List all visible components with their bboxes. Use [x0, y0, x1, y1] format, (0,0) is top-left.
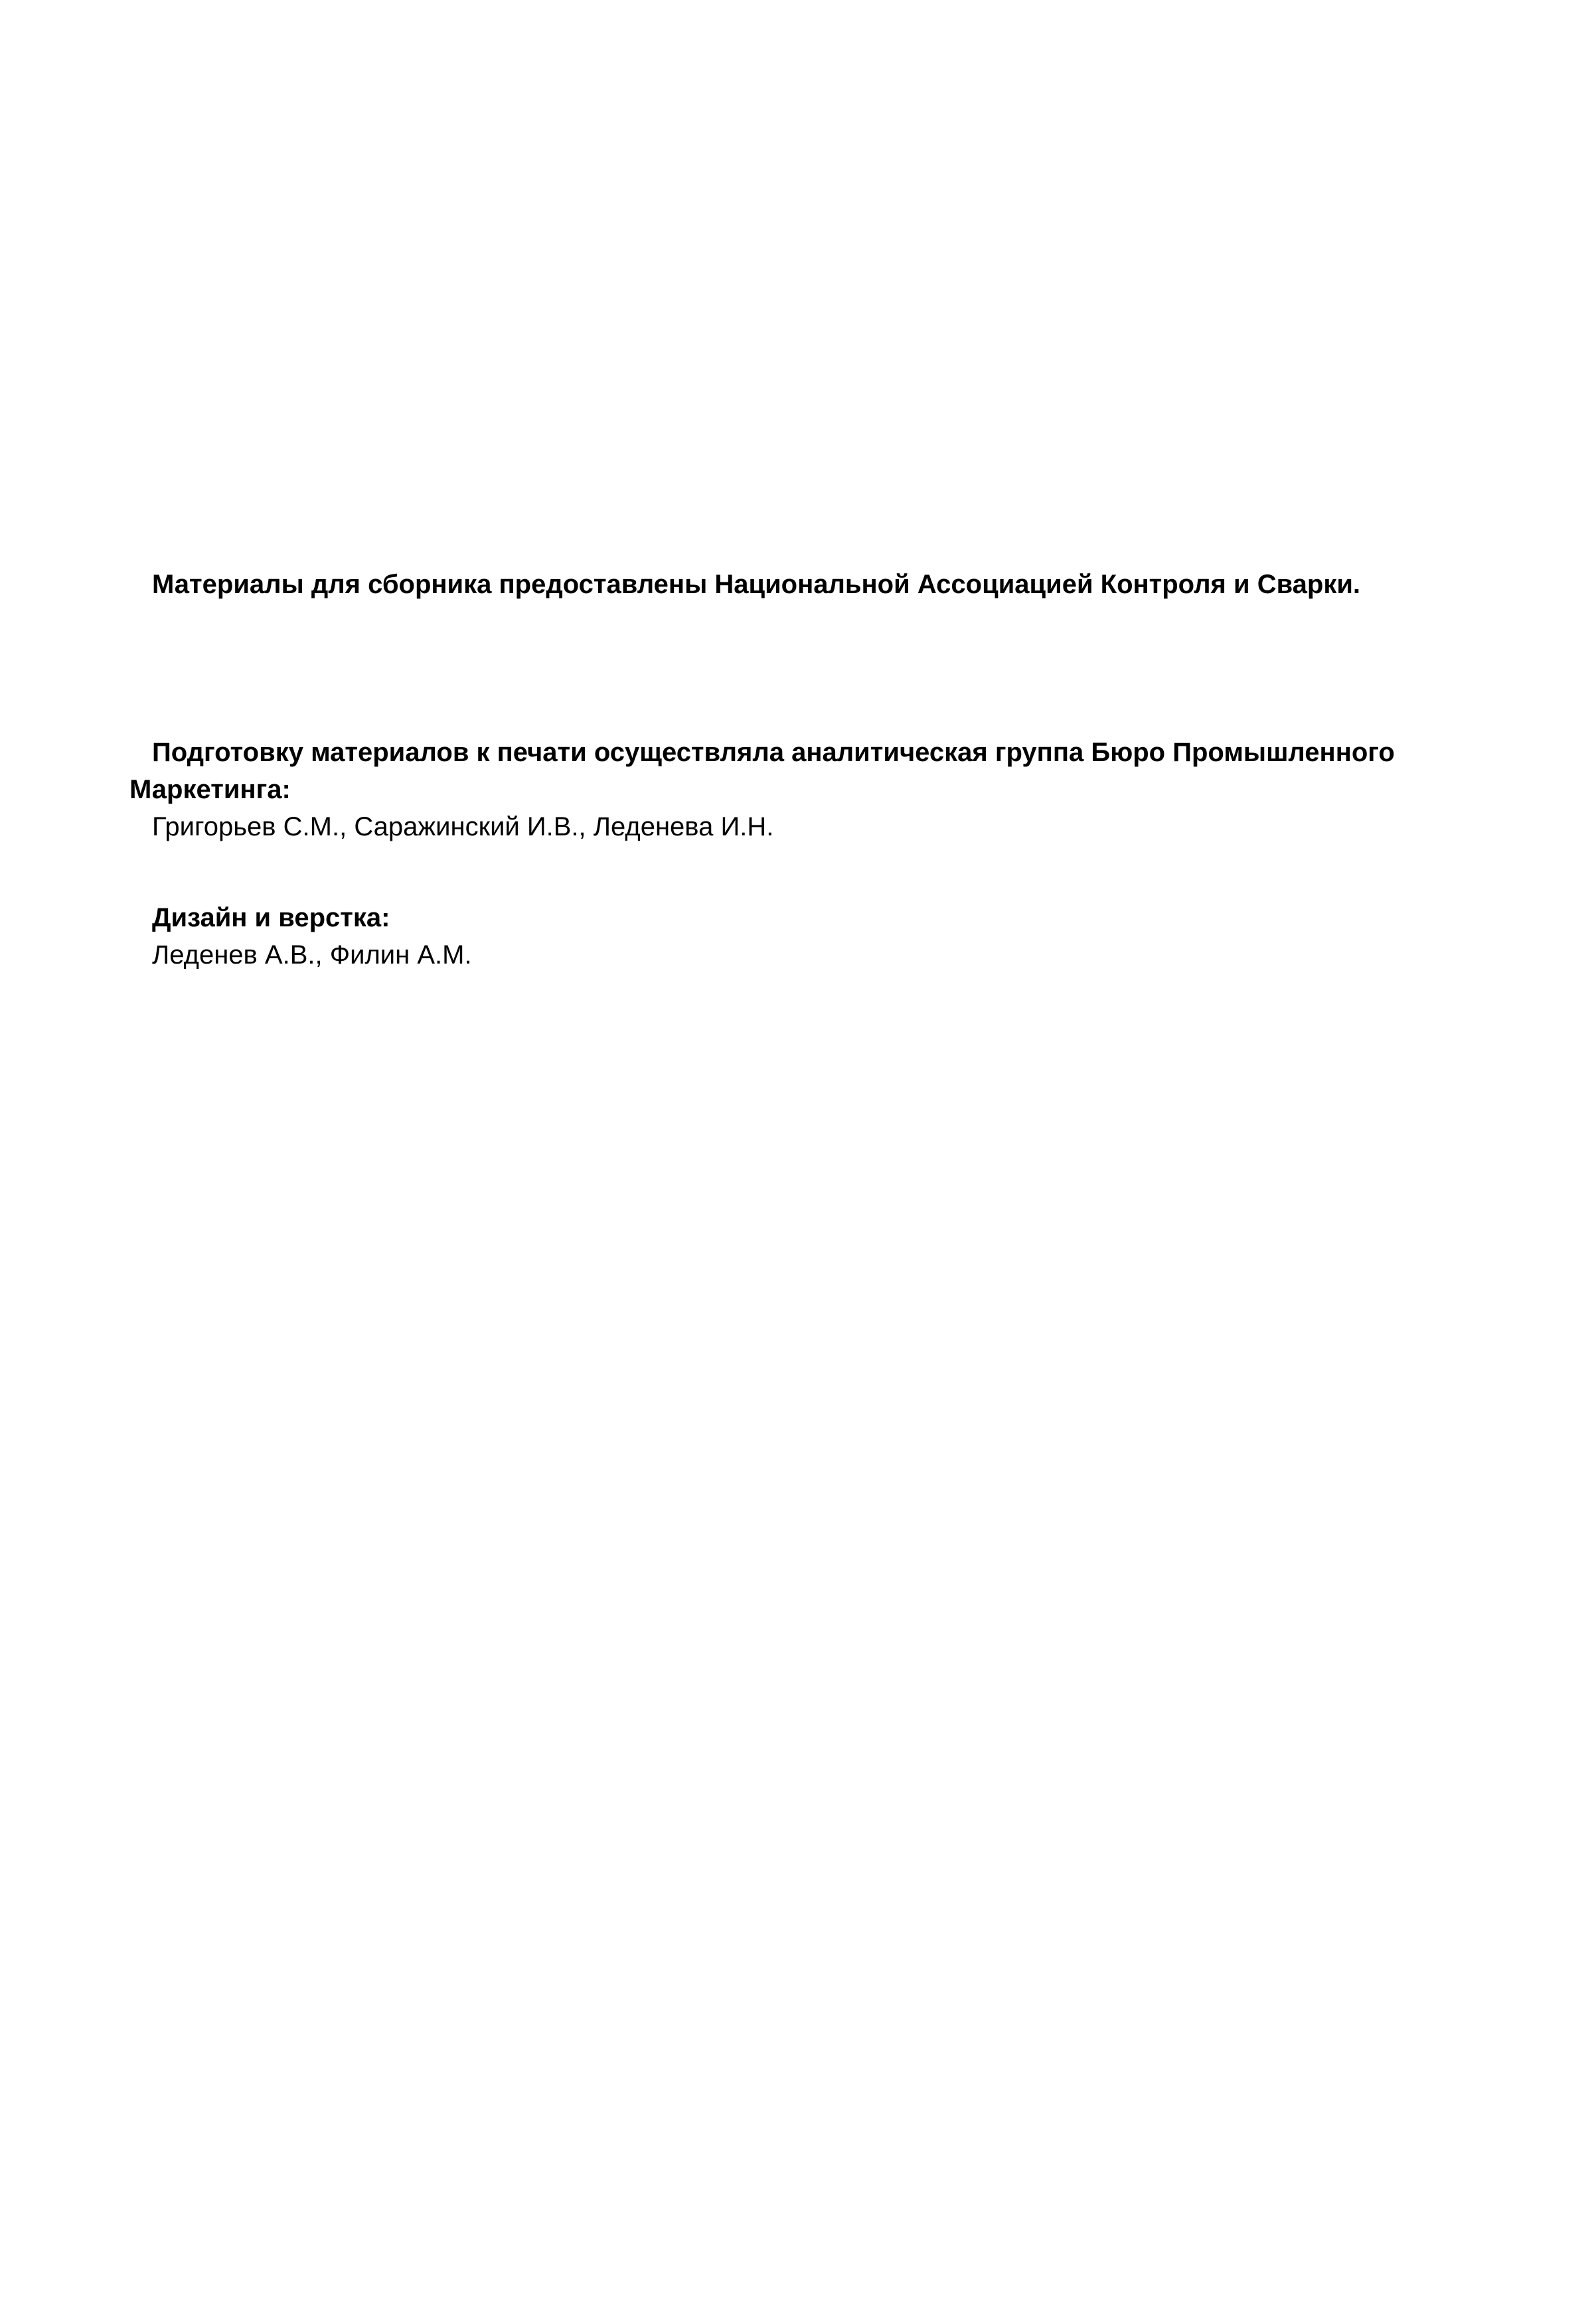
design-names: Леденев А.В., Филин А.М. — [152, 940, 472, 970]
materials-source-section — [129, 566, 1517, 603]
preparation-heading: Подготовку материалов к печати осуществляла аналитическая группа Бюро Промышленного Маркетинга: — [129, 738, 1395, 804]
preparation-credits-section — [129, 734, 1517, 845]
design-credits-section — [129, 899, 1517, 974]
design-heading: Дизайн и верстка: — [152, 903, 390, 932]
materials-source-text: Материалы для сборника предоставлены Национальной Ассоциацией Контроля и Сварки. — [152, 570, 1361, 599]
preparation-names: Григорьев С.М., Саражинский И.В., Леденева И.Н. — [152, 812, 774, 841]
